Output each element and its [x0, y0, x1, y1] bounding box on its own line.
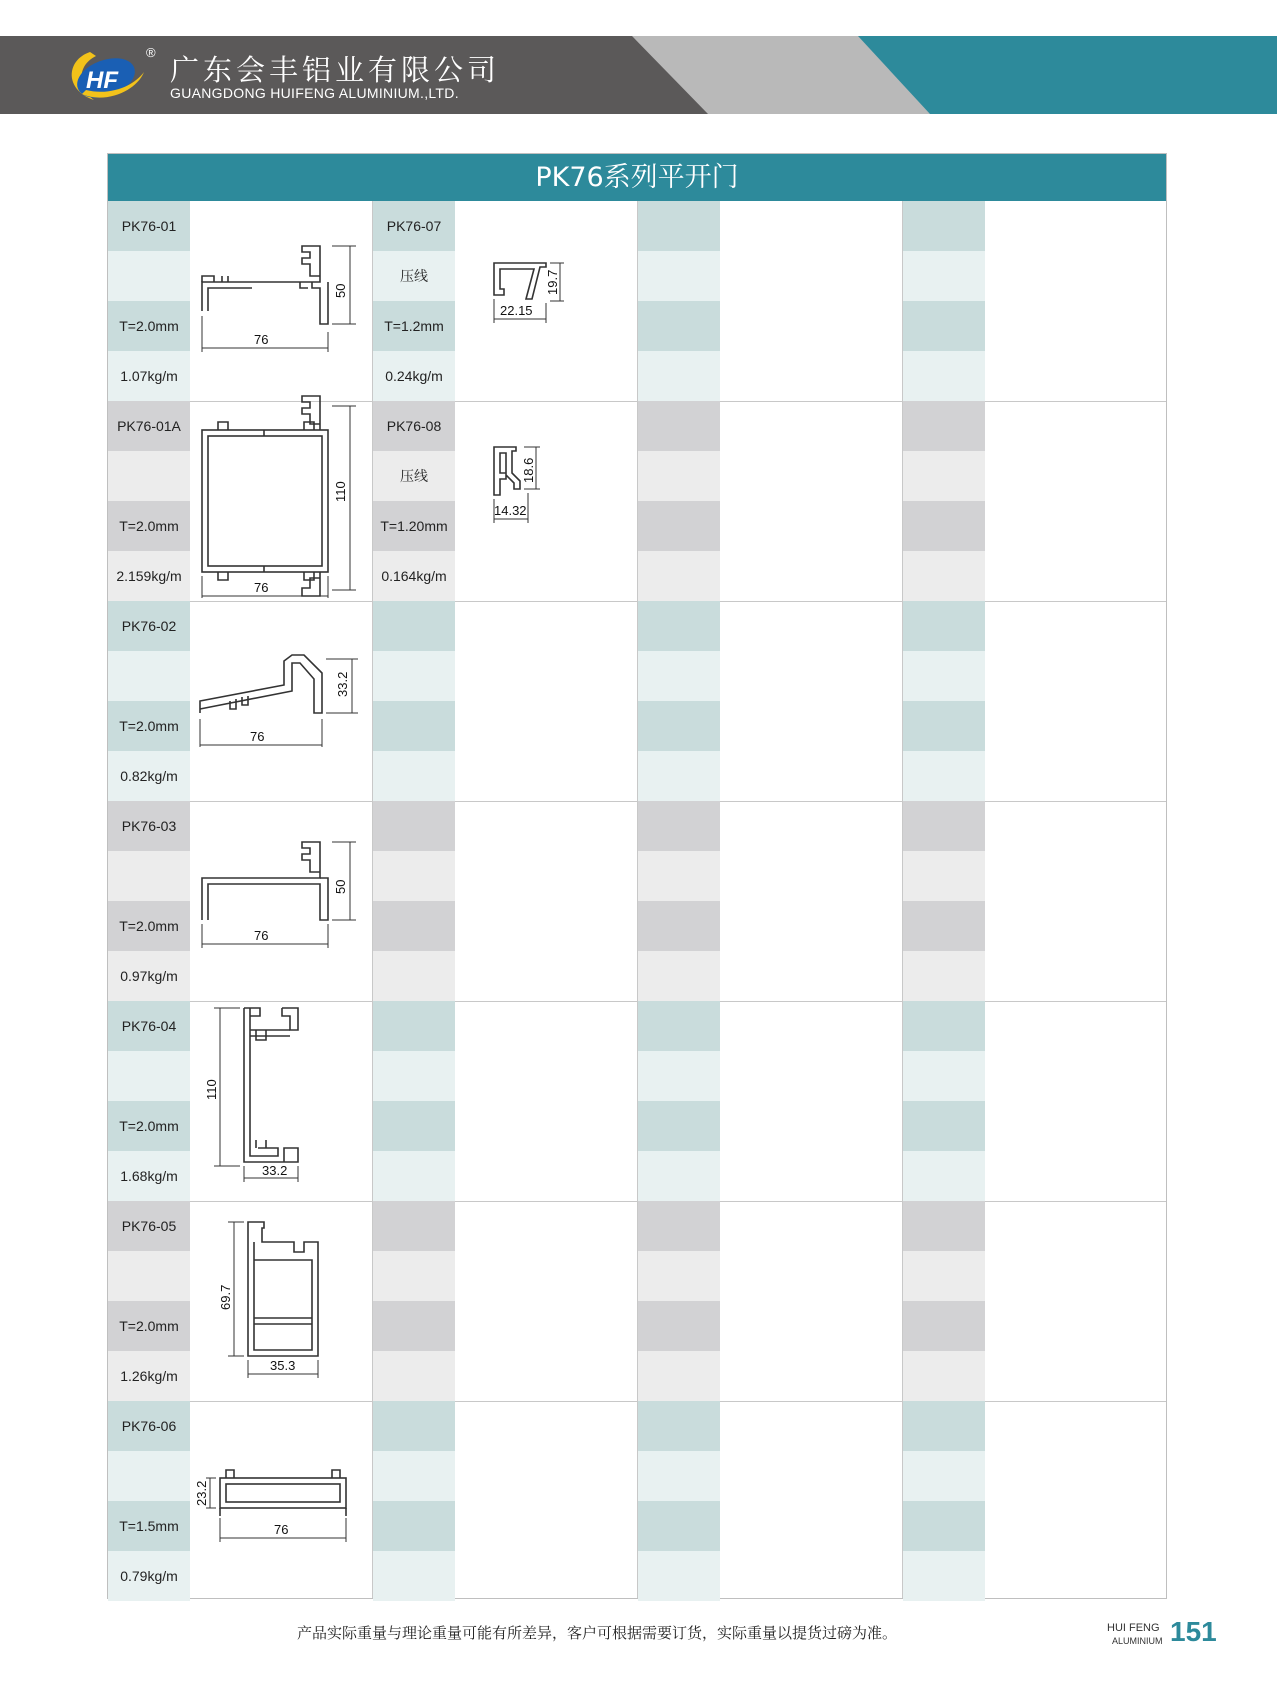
empty-cell [903, 701, 985, 751]
empty-cell [638, 851, 720, 901]
empty-cell [903, 1551, 985, 1601]
empty-cell [903, 401, 985, 451]
empty-cell [638, 1551, 720, 1601]
empty-cell [903, 901, 985, 951]
registered-mark: ® [146, 45, 156, 60]
profile-thickness: T=2.0mm [108, 301, 190, 351]
empty-cell [903, 351, 985, 401]
profile-code: PK76-01 [108, 201, 190, 251]
empty-cell [638, 201, 720, 251]
profile-name: 压线 [373, 251, 455, 301]
dimension-label: 33.2 [335, 671, 350, 697]
empty-cell [638, 1151, 720, 1201]
profile-weight: 0.97kg/m [108, 951, 190, 1001]
empty-cell [903, 451, 985, 501]
empty-cell [903, 1351, 985, 1401]
dimension-label: 33.2 [262, 1163, 288, 1178]
svg-text:HF: HF [86, 67, 118, 94]
empty-cell [638, 1451, 720, 1501]
empty-cell [638, 701, 720, 751]
empty-cell [903, 501, 985, 551]
empty-cell [373, 1551, 455, 1601]
empty-cell [903, 1101, 985, 1151]
profile-weight: 2.159kg/m [108, 551, 190, 601]
empty-cell [903, 801, 985, 851]
label-blank [108, 451, 190, 501]
empty-cell [373, 1351, 455, 1401]
dimension-label: 76 [250, 729, 265, 744]
label-blank [108, 251, 190, 301]
profile-name: 压线 [373, 451, 455, 501]
empty-cell [638, 351, 720, 401]
empty-cell [373, 1251, 455, 1301]
empty-cell [638, 301, 720, 351]
dimension-label: 76 [254, 928, 269, 943]
profile-thickness: T=1.2mm [373, 301, 455, 351]
empty-cell [373, 751, 455, 801]
empty-cell [903, 951, 985, 1001]
dimension-label: 19.7 [545, 269, 560, 295]
dimension-label: 110 [204, 1079, 219, 1100]
footer-brand-line1: HUI FENG [1107, 1622, 1160, 1634]
empty-cell [638, 1051, 720, 1101]
empty-cell [373, 1001, 455, 1051]
empty-cell [373, 601, 455, 651]
profile-thickness: T=2.0mm [108, 701, 190, 751]
empty-cell [373, 1301, 455, 1351]
page-number: 151 [1170, 1616, 1217, 1647]
dimension-label: 76 [254, 332, 269, 347]
empty-cell [903, 551, 985, 601]
empty-cell [903, 1051, 985, 1101]
profile-code: PK76-02 [108, 601, 190, 651]
profile-drawing-pk76-05 [192, 1202, 372, 1402]
empty-cell [638, 1201, 720, 1251]
profile-drawing-pk76-04 [192, 1002, 372, 1202]
profile-drawing-pk76-02 [192, 601, 372, 801]
empty-cell [638, 501, 720, 551]
profile-weight: 0.24kg/m [373, 351, 455, 401]
profile-weight: 1.26kg/m [108, 1351, 190, 1401]
empty-cell [373, 651, 455, 701]
profile-table [107, 153, 1167, 1599]
profile-thickness: T=1.20mm [373, 501, 455, 551]
profile-drawing-pk76-01a [192, 392, 372, 602]
empty-cell [638, 951, 720, 1001]
empty-cell [638, 1301, 720, 1351]
company-name-cn: 广东会丰铝业有限公司 [170, 53, 501, 87]
empty-cell [903, 1501, 985, 1551]
company-logo-icon [60, 42, 152, 108]
empty-cell [903, 1451, 985, 1501]
footer-note: 产品实际重量与理论重量可能有所差异，客户可根据需要订货，实际重量以提货过磅为准。 [297, 1624, 898, 1642]
empty-cell [903, 601, 985, 651]
empty-cell [903, 1401, 985, 1451]
empty-cell [373, 1401, 455, 1451]
empty-cell [903, 1201, 985, 1251]
dimension-label: 18.6 [521, 457, 536, 483]
dimension-label: 23.2 [194, 1480, 209, 1506]
profile-drawing-pk76-07 [456, 201, 638, 401]
company-name-en: GUANGDONG HUIFENG ALUMINIUM.,LTD. [170, 85, 459, 101]
empty-cell [638, 401, 720, 451]
empty-cell [638, 1401, 720, 1451]
dimension-label: 69.7 [218, 1284, 233, 1310]
empty-cell [638, 1351, 720, 1401]
profile-code: PK76-04 [108, 1001, 190, 1051]
empty-cell [373, 701, 455, 751]
dimension-label: 14.32 [494, 503, 527, 518]
label-blank [108, 1451, 190, 1501]
profile-drawing-pk76-06 [192, 1422, 372, 1582]
profile-weight: 0.82kg/m [108, 751, 190, 801]
label-blank [108, 651, 190, 701]
profile-weight: 1.68kg/m [108, 1151, 190, 1201]
empty-cell [903, 851, 985, 901]
empty-cell [638, 801, 720, 851]
empty-cell [373, 1151, 455, 1201]
empty-cell [638, 601, 720, 651]
empty-cell [638, 551, 720, 601]
table-title: PK76系列平开门 [108, 154, 1166, 201]
profile-thickness: T=2.0mm [108, 1101, 190, 1151]
empty-cell [373, 1451, 455, 1501]
empty-cell [903, 251, 985, 301]
empty-cell [903, 751, 985, 801]
dimension-label: 35.3 [270, 1358, 296, 1373]
profile-code: PK76-08 [373, 401, 455, 451]
dimension-label: 50 [333, 283, 348, 298]
profile-drawing-pk76-08 [456, 401, 638, 601]
empty-cell [373, 851, 455, 901]
label-blank [108, 1251, 190, 1301]
empty-cell [638, 251, 720, 301]
empty-cell [373, 951, 455, 1001]
empty-cell [373, 1101, 455, 1151]
profile-weight: 0.79kg/m [108, 1551, 190, 1601]
empty-cell [903, 201, 985, 251]
profile-code: PK76-06 [108, 1401, 190, 1451]
profile-code: PK76-07 [373, 201, 455, 251]
empty-cell [373, 801, 455, 851]
empty-cell [903, 301, 985, 351]
empty-cell [373, 901, 455, 951]
profile-weight: 1.07kg/m [108, 351, 190, 401]
dimension-label: 22.15 [500, 303, 533, 318]
empty-cell [903, 651, 985, 701]
empty-cell [638, 901, 720, 951]
empty-cell [903, 1151, 985, 1201]
profile-thickness: T=2.0mm [108, 501, 190, 551]
empty-cell [638, 1251, 720, 1301]
profile-drawing-pk76-03 [192, 832, 372, 972]
footer-brand-line2: ALUMINIUM [1112, 1636, 1163, 1646]
empty-cell [373, 1201, 455, 1251]
profile-code: PK76-03 [108, 801, 190, 851]
empty-cell [638, 451, 720, 501]
profile-thickness: T=1.5mm [108, 1501, 190, 1551]
empty-cell [903, 1251, 985, 1301]
empty-cell [373, 1051, 455, 1101]
profile-weight: 0.164kg/m [373, 551, 455, 601]
empty-cell [903, 1301, 985, 1351]
row-divider [108, 801, 1166, 802]
empty-cell [373, 1501, 455, 1551]
profile-code: PK76-01A [108, 401, 190, 451]
empty-cell [638, 1501, 720, 1551]
profile-thickness: T=2.0mm [108, 901, 190, 951]
profile-thickness: T=2.0mm [108, 1301, 190, 1351]
profile-drawing-pk76-01 [192, 236, 372, 376]
dimension-label: 50 [333, 879, 348, 894]
empty-cell [638, 1101, 720, 1151]
dimension-label: 76 [254, 580, 269, 595]
empty-cell [638, 651, 720, 701]
header-band [0, 36, 1277, 114]
dimension-label: 110 [333, 481, 348, 502]
empty-cell [638, 751, 720, 801]
dimension-label: 76 [274, 1522, 289, 1537]
profile-code: PK76-05 [108, 1201, 190, 1251]
label-blank [108, 851, 190, 901]
empty-cell [638, 1001, 720, 1051]
label-blank [108, 1051, 190, 1101]
empty-cell [903, 1001, 985, 1051]
